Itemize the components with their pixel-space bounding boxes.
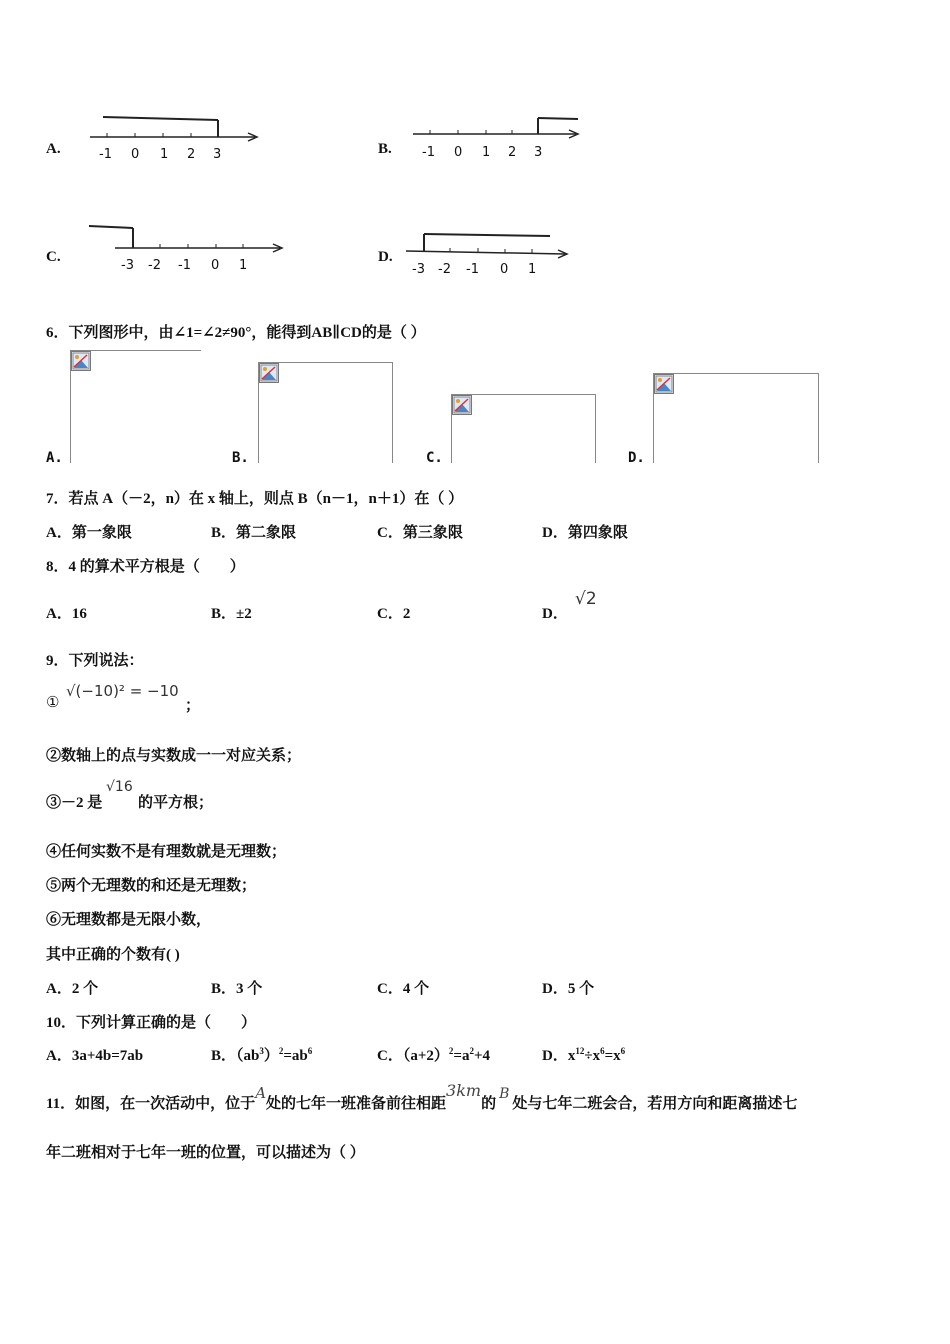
tick-label: 1 — [528, 262, 537, 277]
tick-label: -1 — [422, 145, 435, 160]
statement-3-post: 的平方根； — [138, 795, 214, 811]
q10-option-d: D．$x^{12}\div x^6=x^6$ — [542, 1046, 626, 1064]
tick-label: 2 — [508, 145, 517, 160]
number-line-b — [408, 112, 588, 172]
statement-2: ②数轴上的点与实数成一一对应关系； — [46, 748, 302, 764]
q7-option-c: C．第三象限 — [377, 525, 463, 541]
broken-image-icon — [452, 395, 472, 415]
tick-label: -2 — [438, 262, 451, 277]
q7-option-d: D．第四象限 — [542, 525, 628, 541]
tick-label: -1 — [178, 258, 191, 273]
statement-3-pre: ③－2 是 — [46, 795, 103, 811]
option-letter: A. — [46, 141, 61, 157]
tick-label: -2 — [148, 258, 161, 273]
statement-5: ⑤两个无理数的和还是无理数； — [46, 878, 257, 894]
statement-1-number: ① — [46, 695, 60, 711]
q9-option-b: B．3 个 — [211, 981, 263, 997]
option-letter: C. — [46, 249, 61, 265]
tick-label: -3 — [121, 258, 134, 273]
option-letter: C. — [426, 450, 443, 466]
question-10-stem: 10．下列计算正确的是（ ） — [46, 1015, 257, 1031]
tick-label: 3 — [213, 147, 222, 162]
q8-option-a: A．16 — [46, 606, 87, 622]
statement-6: ⑥无理数都是无限小数， — [46, 912, 212, 928]
broken-image-frame — [70, 350, 201, 463]
question-7-stem: 7．若点 A（－2，n）在 x 轴上，则点 B（n－1，n＋1）在（ ） — [46, 491, 464, 507]
q8-option-b: B．±2 — [211, 606, 252, 622]
q7-option-b: B．第二象限 — [211, 525, 297, 541]
q8-option-d: D． — [542, 606, 568, 622]
tick-label: -3 — [412, 262, 425, 277]
number-line-a — [85, 112, 265, 172]
q9-option-c: C．4 个 — [377, 981, 430, 997]
tick-label: 2 — [187, 147, 196, 162]
broken-image-frame — [451, 394, 596, 463]
question-8-stem: 8．4 的算术平方根是（ ） — [46, 559, 245, 575]
tick-label: 1 — [160, 147, 169, 162]
option-letter: D. — [628, 450, 645, 466]
question-6-stem: 6．下列图形中，由∠1=∠2≠90°，能得到AB∥CD的是（ ） — [46, 325, 426, 341]
tick-label: 3 — [534, 145, 543, 160]
question-9-stem: 9．下列说法： — [46, 653, 144, 669]
statement-4: ④任何实数不是有理数就是无理数； — [46, 844, 287, 860]
q9-option-d: D．5 个 — [542, 981, 595, 997]
broken-image-icon — [259, 363, 279, 383]
broken-image-icon — [71, 351, 91, 371]
tick-label: 1 — [239, 258, 248, 273]
statement-1-math: √(−10)² = −10 — [66, 682, 179, 700]
broken-image-frame — [653, 373, 819, 463]
broken-image-icon — [654, 374, 674, 394]
question-11-line2: 年二班相对于七年一班的位置，可以描述为（ ） — [46, 1145, 365, 1161]
statement-3-math: √16 — [106, 779, 133, 795]
tick-label: 0 — [131, 147, 140, 162]
q9-option-a: A．2 个 — [46, 981, 99, 997]
tick-label: 0 — [454, 145, 463, 160]
question-9-prompt: 其中正确的个数有( ) — [46, 947, 180, 963]
broken-image-frame — [258, 362, 393, 463]
option-letter: B. — [378, 141, 392, 157]
tick-label: -1 — [99, 147, 112, 162]
q10-option-b: B．$(ab^3)^2=ab^6$ — [211, 1046, 313, 1064]
tick-label: 0 — [500, 262, 509, 277]
tick-label: 1 — [482, 145, 491, 160]
sqrt2-math: √2 — [575, 589, 597, 609]
q10-option-a: A．3a+4b=7ab — [46, 1048, 144, 1064]
q8-option-c: C．2 — [377, 606, 411, 622]
number-line-d — [400, 226, 580, 286]
tick-label: 0 — [211, 258, 220, 273]
q7-option-a: A．第一象限 — [46, 525, 132, 541]
option-letter: B. — [232, 450, 249, 466]
tick-label: -1 — [466, 262, 479, 277]
number-line-c — [85, 220, 295, 280]
question-11-line1: 11．如图，在一次活动中，位于A处的七年一班准备前往相距3km的B处与七年二班会合，若用方向和距离描述七 — [46, 1081, 798, 1112]
option-letter: A. — [46, 450, 63, 466]
q10-option-c: C．$(a+2)^2=a^2+4$ — [377, 1046, 491, 1064]
option-letter: D. — [378, 249, 393, 265]
statement-1-end: ； — [185, 698, 201, 714]
